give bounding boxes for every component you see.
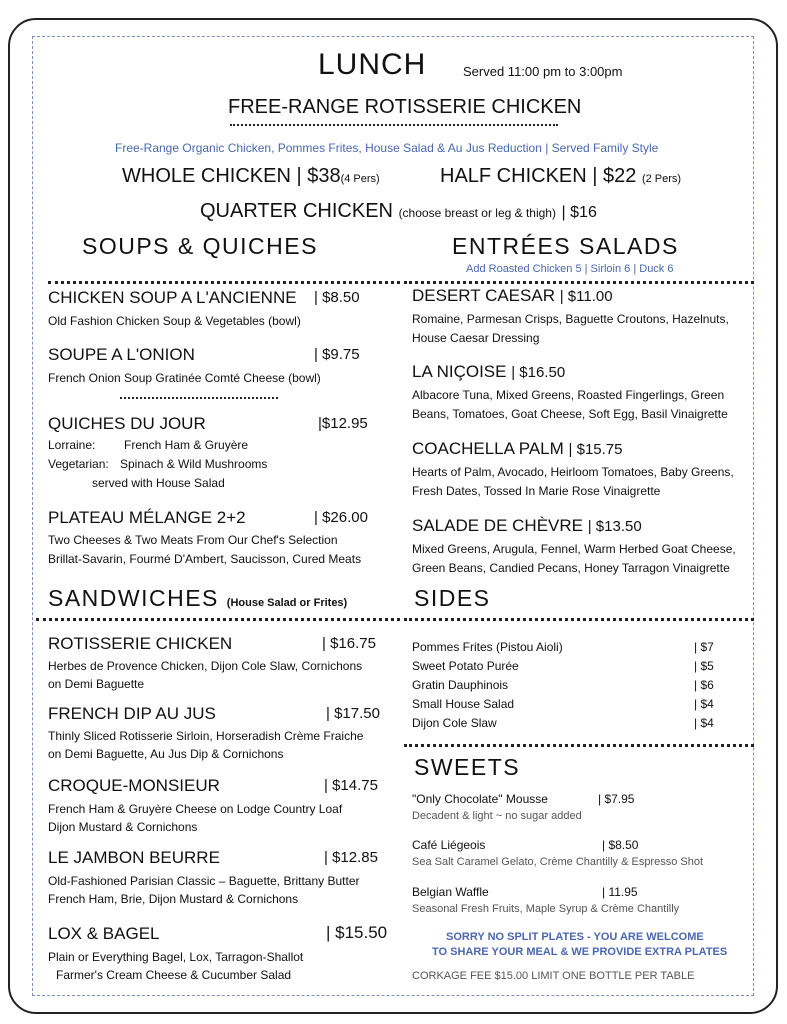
soup-item-price: | $8.50 [314, 289, 360, 306]
salad-item-name: COACHELLA PALM [412, 439, 564, 458]
sandwiches-divider [36, 618, 400, 621]
soup-item-price: | $9.75 [314, 346, 360, 363]
salad-item-desc: Beans, Tomatoes, Goat Cheese, Soft Egg, Basil Vinaigrette [412, 407, 728, 421]
sandwich-item-name: ROTISSERIE CHICKEN [48, 634, 233, 653]
sandwiches-note: (House Salad or Frites) [226, 597, 348, 609]
sandwich-item-desc: on Demi Baguette [48, 677, 145, 691]
half-chicken-price: | $22 [592, 165, 637, 187]
quarter-chicken [200, 200, 597, 223]
sweet-item-desc: Sea Salt Caramel Gelato, Crème Chantilly & Espresso Shot [412, 856, 704, 868]
quiche-vegetarian-label: Vegetarian: [48, 457, 109, 471]
side-item-price: | $7 [694, 640, 714, 654]
soups-heading: SOUPS & QUICHES [82, 233, 318, 259]
sweet-item-price: | $7.95 [598, 792, 635, 806]
salad-item-name: LA NIÇOISE [412, 362, 507, 381]
half-chicken-note: (2 Pers) [641, 173, 682, 185]
rotisserie-heading: FREE-RANGE ROTISSERIE CHICKEN [228, 96, 582, 118]
sandwich-item-price: | $14.75 [324, 777, 378, 794]
sandwich-item-desc: Plain or Everything Bagel, Lox, Tarragon-Shallot [48, 950, 304, 964]
quarter-chicken-name: QUARTER CHICKEN [200, 200, 393, 222]
sweet-item-name: Belgian Waffle [412, 885, 489, 899]
sandwich-item-desc: Old-Fashioned Parisian Classic – Baguette, Brittany Butter [48, 874, 360, 888]
soups-divider [48, 281, 400, 284]
quarter-chicken-note: (choose breast or leg & thigh) [398, 206, 556, 220]
salad-item [412, 362, 565, 382]
salad-item-desc: Fresh Dates, Tossed In Marie Rose Vinaigrette [412, 484, 661, 498]
salad-item-desc: House Caesar Dressing [412, 331, 540, 345]
sweet-item-name: "Only Chocolate" Mousse [412, 792, 548, 806]
menu-title: LUNCH [318, 48, 427, 81]
salad-item-desc: Hearts of Palm, Avocado, Heirloom Tomatoes, Baby Greens, [412, 465, 734, 479]
plateau-item-price: | $26.00 [314, 509, 368, 526]
salad-item-desc: Albacore Tuna, Mixed Greens, Roasted Fingerlings, Green [412, 388, 725, 402]
salad-item [412, 516, 642, 536]
rotisserie-description: Free-Range Organic Chicken, Pommes Frites, House Salad & Au Jus Reduction | Served Family Style [115, 141, 659, 155]
quiche-vegetarian-value: Spinach & Wild Mushrooms [120, 457, 268, 471]
salads-heading: ENTRÉES SALADS [452, 233, 679, 259]
sandwich-item-desc: Herbes de Provence Chicken, Dijon Cole Slaw, Cornichons [48, 659, 363, 673]
side-item-name: Dijon Cole Slaw [412, 716, 497, 730]
side-item-price: | $4 [694, 697, 714, 711]
sides-heading: SIDES [414, 585, 491, 611]
soup-item-name: SOUPE A L'ONION [48, 345, 195, 364]
sides-divider [404, 618, 754, 621]
side-item-name: Small House Salad [412, 697, 515, 711]
side-item-name: Gratin Dauphinois [412, 678, 509, 692]
sweet-item-price: | 11.95 [602, 885, 638, 899]
salad-item-name: DESERT CAESAR [412, 286, 555, 305]
whole-chicken-note: (4 Pers) [340, 173, 380, 185]
quarter-chicken-price: | $16 [561, 204, 597, 221]
split-plates-notice-line1: SORRY NO SPLIT PLATES - YOU ARE WELCOME [446, 931, 704, 943]
plateau-item-desc: Brillat-Savarin, Fourmé D'Ambert, Saucisson, Cured Meats [48, 552, 362, 566]
served-hours: Served 11:00 pm to 3:00pm [463, 64, 623, 79]
sandwich-item-desc: French Ham, Brie, Dijon Mustard & Cornichons [48, 892, 299, 906]
sandwich-item-price: | $12.85 [324, 849, 378, 866]
side-item-price: | $6 [694, 678, 714, 692]
plateau-item-desc: Two Cheeses & Two Meats From Our Chef's Selection [48, 533, 338, 547]
side-item-name: Pommes Frites (Pistou Aioli) [412, 640, 563, 654]
sandwich-item-desc: Thinly Sliced Rotisserie Sirloin, Horseradish Crème Fraiche [48, 729, 364, 743]
side-item-price: | $5 [694, 659, 714, 673]
sandwiches-heading [48, 585, 347, 612]
salad-item-price: | $11.00 [559, 288, 613, 305]
split-plates-notice-line2: TO SHARE YOUR MEAL & WE PROVIDE EXTRA PLATES [432, 946, 728, 958]
sweets-heading: SWEETS [414, 754, 521, 780]
sandwich-item-name: LE JAMBON BEURRE [48, 848, 220, 867]
whole-chicken [122, 165, 380, 188]
salad-item-desc: Green Beans, Candied Pecans, Honey Tarragon Vinaigrette [412, 561, 730, 575]
sweet-item-desc: Seasonal Fresh Fruits, Maple Syrup & Crème Chantilly [412, 903, 680, 915]
plateau-item-name: PLATEAU MÉLANGE 2+2 [48, 508, 246, 527]
whole-chicken-price: | $38 [296, 165, 341, 187]
sandwich-item-desc: on Demi Baguette, Au Jus Dip & Cornichons [48, 747, 284, 761]
salad-addons: Add Roasted Chicken 5 | Sirloin 6 | Duck 6 [466, 263, 674, 275]
sandwich-item-price: | $15.50 [326, 923, 388, 942]
salad-item-name: SALADE DE CHÈVRE [412, 516, 583, 535]
sandwich-item-name: FRENCH DIP AU JUS [48, 704, 216, 723]
sandwich-item-desc: Farmer's Cream Cheese & Cucumber Salad [56, 968, 292, 982]
salad-item-price: | $15.75 [568, 441, 623, 458]
soup-quiche-divider [120, 397, 278, 399]
quiche-item-name: QUICHES DU JOUR [48, 414, 206, 433]
sandwich-item-price: | $17.50 [326, 705, 380, 722]
sandwiches-heading-label: SANDWICHES [48, 585, 219, 611]
salad-item [412, 286, 613, 306]
salad-item-price: | $13.50 [587, 518, 642, 535]
side-item-price: | $4 [694, 716, 714, 730]
half-chicken-name: HALF CHICKEN [440, 165, 587, 187]
quiche-served-with: served with House Salad [92, 476, 225, 490]
half-chicken [440, 165, 681, 188]
sweets-divider [404, 744, 754, 747]
soup-item-desc: French Onion Soup Gratinée Comté Cheese (bowl) [48, 371, 321, 385]
corkage-fee: CORKAGE FEE $15.00 LIMIT ONE BOTTLE PER TABLE [412, 970, 695, 982]
quiche-item-price: |$12.95 [318, 415, 368, 432]
salad-item-desc: Mixed Greens, Arugula, Fennel, Warm Herbed Goat Cheese, [412, 542, 736, 556]
salad-item-desc: Romaine, Parmesan Crisps, Baguette Croutons, Hazelnuts, [412, 312, 729, 326]
salad-item-price: | $16.50 [511, 364, 566, 381]
sandwich-item-price: | $16.75 [322, 635, 376, 652]
quiche-lorraine-label: Lorraine: [48, 438, 96, 452]
sandwich-item-name: CROQUE-MONSIEUR [48, 776, 220, 795]
sweet-item-desc: Decadent & light ~ no sugar added [412, 810, 582, 822]
soup-item-desc: Old Fashion Chicken Soup & Vegetables (bowl) [48, 314, 301, 328]
rotisserie-divider [230, 124, 558, 126]
sandwich-item-name: LOX & BAGEL [48, 924, 160, 943]
salad-item [412, 439, 622, 459]
sweet-item-name: Café Liégeois [412, 838, 486, 852]
whole-chicken-name: WHOLE CHICKEN [122, 165, 291, 187]
sandwich-item-desc: French Ham & Gruyère Cheese on Lodge Country Loaf [48, 802, 343, 816]
side-item-name: Sweet Potato Purée [412, 659, 519, 673]
quiche-lorraine-value: French Ham & Gruyère [124, 438, 249, 452]
soup-item-name: CHICKEN SOUP A L'ANCIENNE [48, 288, 297, 307]
sweet-item-price: | $8.50 [602, 838, 639, 852]
salads-divider [404, 281, 754, 284]
sandwich-item-desc: Dijon Mustard & Cornichons [48, 820, 198, 834]
